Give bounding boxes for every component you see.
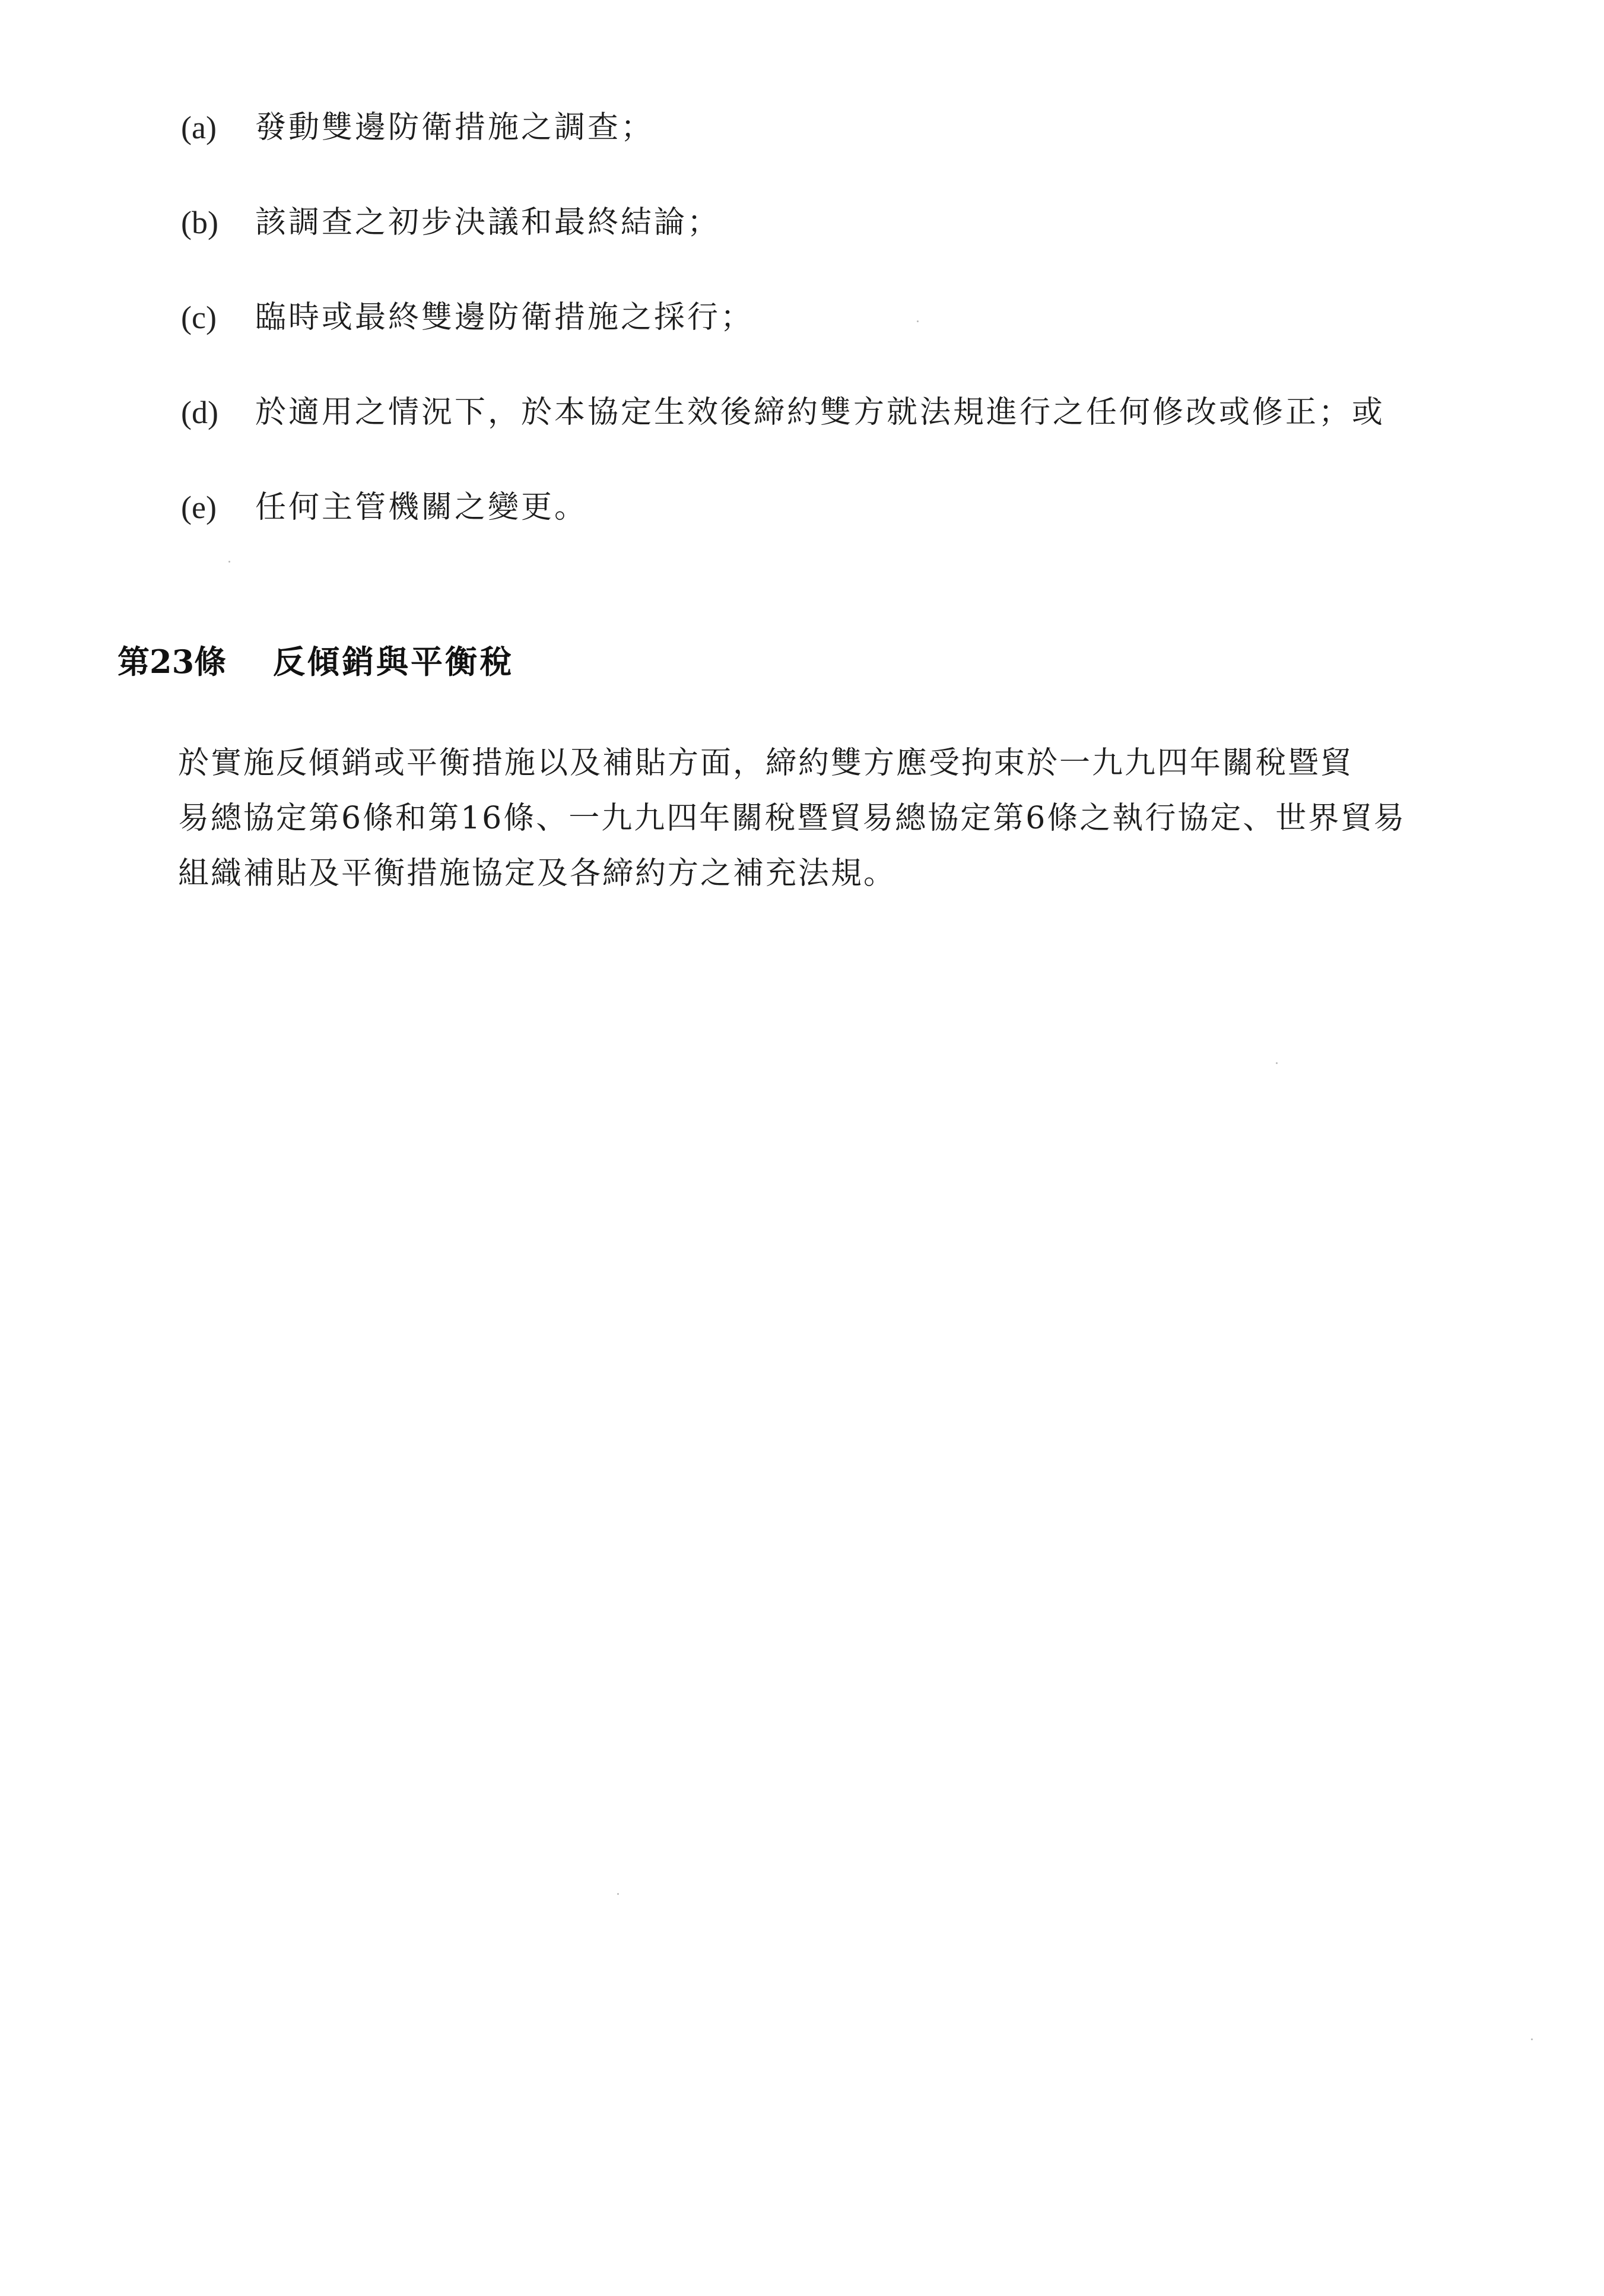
list-item-d <box>181 392 1516 487</box>
list-item-c <box>181 297 1516 392</box>
list-marker: (a) <box>181 110 217 145</box>
list-marker: (b) <box>181 205 218 240</box>
paragraph-line: 於實施反傾銷或平衡措施以及補貼方面，締約雙方應受拘束於一九九四年關稅暨貿 <box>178 745 1354 781</box>
list-marker: (c) <box>181 300 217 335</box>
paragraph-line: 組織補貼及平衡措施協定及各締約方之補充法規。 <box>178 856 897 891</box>
article-title: 反傾銷與平衡稅 <box>273 643 514 681</box>
paragraph-line: 易總協定第6條和第16條、一九九四年關稅暨貿易總協定第6條之執行協定、世界貿易 <box>178 801 1406 836</box>
scan-speck <box>228 561 230 563</box>
scan-speck <box>1276 1062 1278 1064</box>
scan-speck <box>917 320 919 322</box>
list-item-text: 臨時或最終雙邊防衛措施之採行； <box>255 300 754 335</box>
list-item-text: 於適用之情況下，於本協定生效後締約雙方就法規進行之任何修改或修正；或 <box>255 395 1386 430</box>
list-item-text: 發動雙邊防衛措施之調查； <box>255 110 655 145</box>
list-marker: (d) <box>181 395 218 430</box>
list-item-text: 該調查之初步決議和最終結論； <box>255 205 721 240</box>
list-item-a <box>181 107 1516 202</box>
scan-speck <box>1531 2038 1533 2040</box>
notification-items-list <box>181 107 1516 582</box>
list-item-text: 任何主管機關之變更。 <box>255 490 588 525</box>
article-number: 第23條 <box>117 643 227 681</box>
list-marker: (e) <box>181 490 217 525</box>
scan-speck <box>617 1893 619 1895</box>
article-body-paragraph <box>178 736 1454 901</box>
list-item-e <box>181 487 1516 582</box>
article-heading <box>117 641 514 682</box>
list-item-b <box>181 202 1516 297</box>
